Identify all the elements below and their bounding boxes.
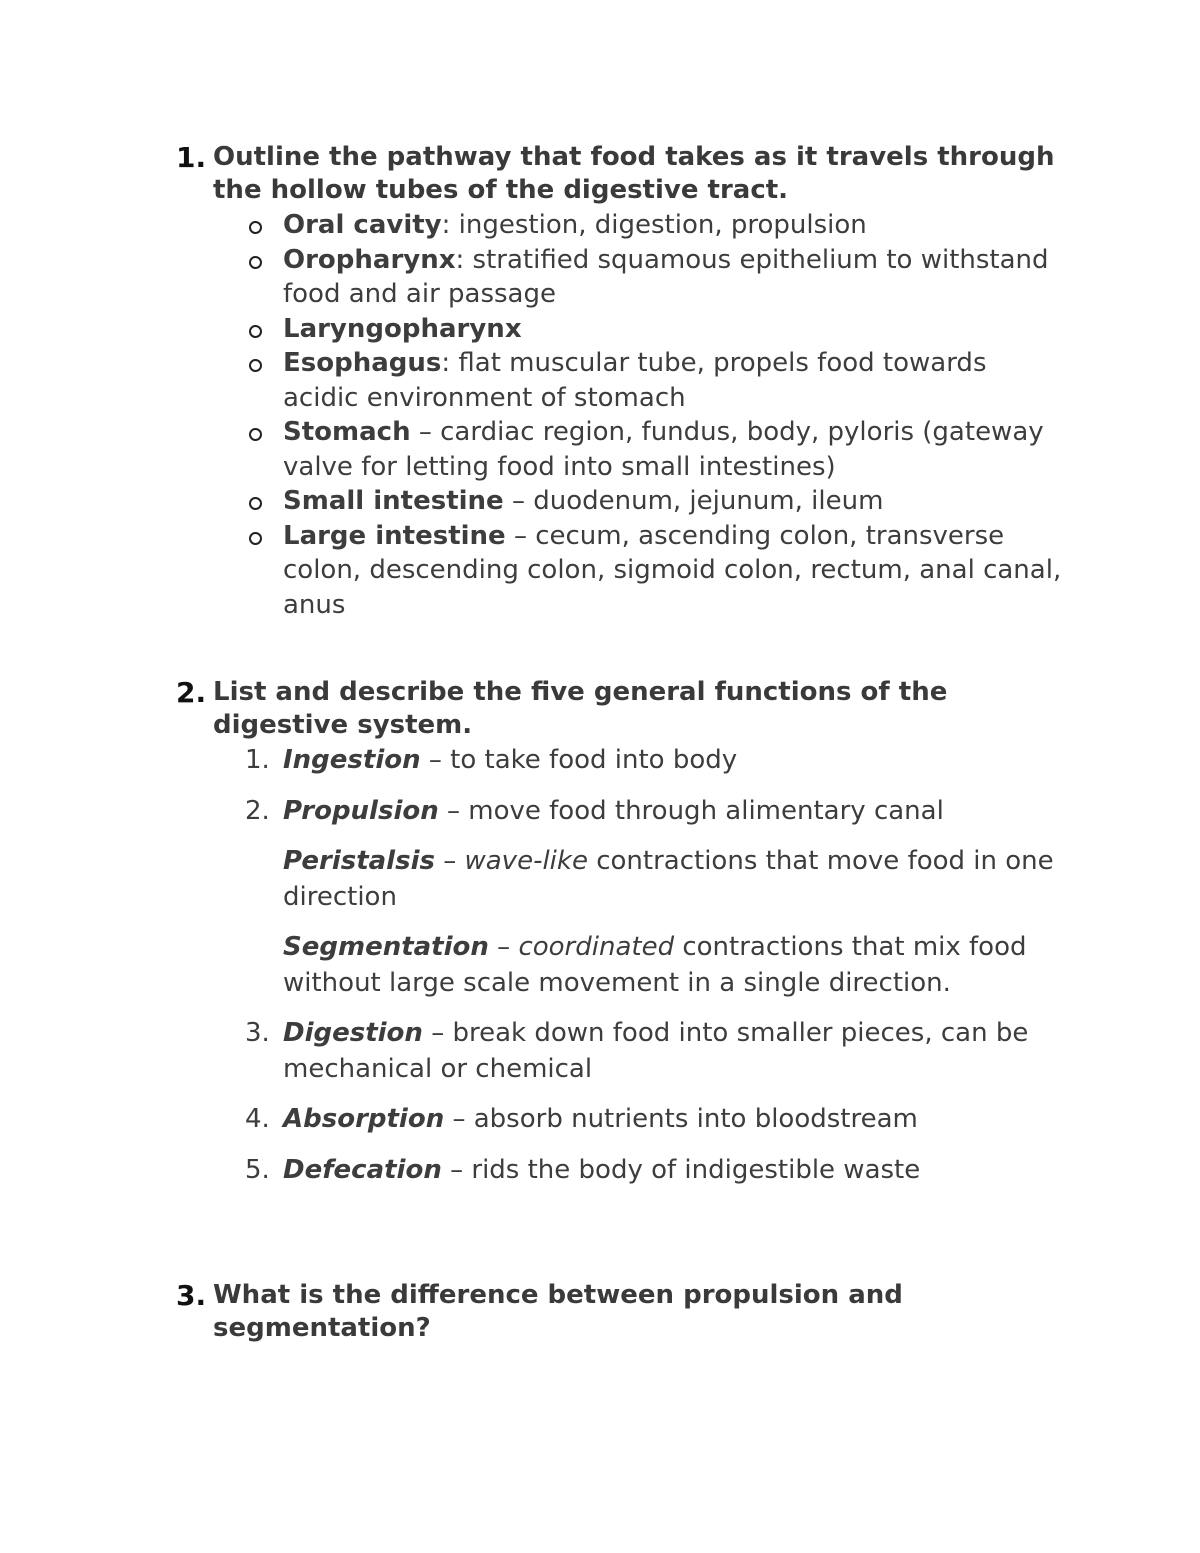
list-item [283,208,1063,243]
list-item [283,346,1063,415]
item-number: 2. [245,795,270,826]
list-item [245,1016,1063,1087]
pathway-list [176,208,1062,622]
question-number: 2. [176,676,207,709]
item-text: : stratified squamous epithelium to withstand food and air passage [283,244,1049,309]
item-text: contractions that mix food without large scale movement in a single direction. [283,932,1027,998]
item-text: – cardiac region, fundus, body, pyloris (gateway valve for letting food into small intestines) [283,417,1044,482]
item-term: Stomach [283,417,411,447]
item-text: – break down food into smaller pieces, can be mechanical or chemical [283,1018,1029,1084]
functions-list [176,743,1056,1188]
item-term: Segmentation [283,932,489,962]
item-dash: – [488,932,519,962]
item-term: Digestion [283,1018,423,1048]
sub-paragraph [283,844,1063,915]
list-item [283,484,1063,519]
question-2 [176,676,1056,742]
item-text: – duodenum, jejunum, ileum [503,486,884,516]
item-number: 5. [245,1154,270,1185]
item-emphasis: wave-like [464,846,588,876]
item-number: 1. [245,745,270,775]
item-term: Laryngopharynx [283,313,522,344]
item-text: – move food through alimentary canal [438,795,944,826]
item-text: : ingestion, digestion, propulsion [441,210,867,240]
list-item [245,794,1063,830]
item-term: Oropharynx [283,244,456,275]
item-term: Peristalsis [283,846,435,876]
circle-bullet-icon [249,325,262,338]
circle-bullet-icon [249,359,262,372]
item-text: contractions that move food in one direction [283,846,1054,912]
question-text: Outline the pathway that food takes as it travels through the hollow tubes of the digestive tract. [213,142,1055,205]
list-item [283,415,1063,484]
list-item [245,1153,1063,1189]
list-item [283,312,1063,347]
question-text: What is the difference between propulsion and segmentation? [213,1280,903,1343]
item-term: Esophagus [283,348,442,378]
item-text: – cecum, ascending colon, transverse colon, descending colon, sigmoid colon, rectum, anal canal, anus [283,520,1062,620]
item-number: 4. [245,1104,270,1134]
item-term: Oral cavity [283,210,442,240]
list-item [245,1102,1063,1138]
list-item [245,743,1063,779]
item-dash: – [434,846,465,876]
item-term: Ingestion [283,745,421,775]
list-item [283,243,1063,312]
item-term: Large intestine [283,520,506,551]
circle-bullet-icon [249,532,262,545]
item-text: – rids the body of indigestible waste [441,1154,921,1185]
question-1 [176,141,1056,207]
question-number: 1. [176,141,207,174]
question-number: 3. [176,1279,207,1312]
question-text: List and describe the five general functions of the digestive system. [213,677,948,740]
item-term: Small intestine [283,486,504,516]
item-text: – to take food into body [420,745,738,775]
circle-bullet-icon [249,497,262,510]
item-term: Defecation [283,1154,442,1185]
item-term: Propulsion [283,795,439,826]
sub-paragraph [283,930,1063,1001]
circle-bullet-icon [249,256,262,269]
item-emphasis: coordinated [518,932,675,962]
list-item [283,519,1063,623]
circle-bullet-icon [249,428,262,441]
item-term: Absorption [283,1104,445,1134]
item-number: 3. [245,1018,270,1048]
circle-bullet-icon [249,221,262,234]
question-3 [176,1279,1056,1345]
item-text: – absorb nutrients into bloodstream [444,1104,918,1134]
item-text: : flat muscular tube, propels food towards acidic environment of stomach [283,348,987,413]
